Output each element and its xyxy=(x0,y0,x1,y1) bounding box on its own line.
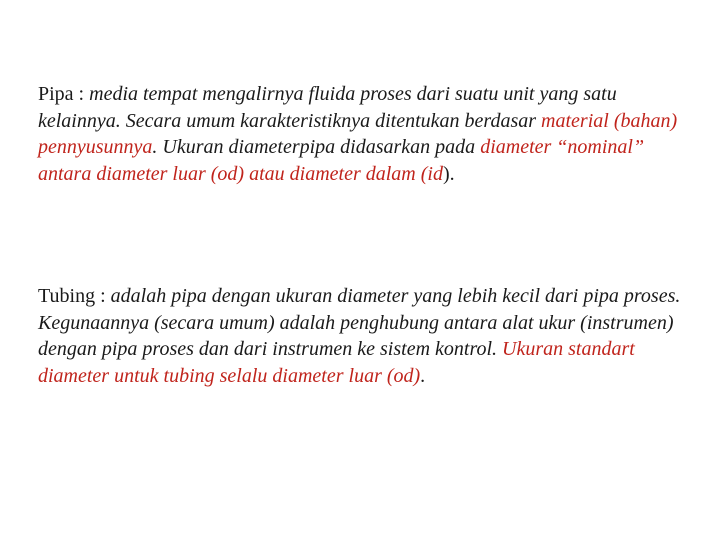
highlight-pipa-material: material (bahan) pennyusunnya xyxy=(38,109,678,158)
term-pipa: Pipa : xyxy=(38,83,90,105)
highlight-pipa-diameter: diameter “nominal” antara diameter luar (od) atau diameter dalam (id xyxy=(38,136,645,185)
paragraph-tubing xyxy=(38,283,698,389)
definition-pipa-end: ). xyxy=(442,162,455,185)
definition-pipa-part1: media tempat mengalirnya fluida proses dari suatu unit yang satu kelainnya. Secara umum karakteristiknya ditentukan berdasar xyxy=(38,83,617,132)
highlight-tubing-diameter: Ukuran standart diameter untuk tubing selalu diameter luar (od) xyxy=(38,338,635,387)
definition-pipa-part2: . Ukuran diameterpipa didasarkan pada xyxy=(152,136,481,158)
paragraph-pipa xyxy=(38,81,698,187)
definition-tubing-end: . xyxy=(420,364,426,387)
term-tubing: Tubing : xyxy=(38,285,111,307)
definition-tubing-part1: adalah pipa dengan ukuran diameter yang lebih kecil dari pipa proses. Kegunaannya (secara umum) adalah penghubung antara alat ukur (instrumen) dengan pipa proses dan dari instrumen ke sistem kontrol. xyxy=(38,285,681,360)
